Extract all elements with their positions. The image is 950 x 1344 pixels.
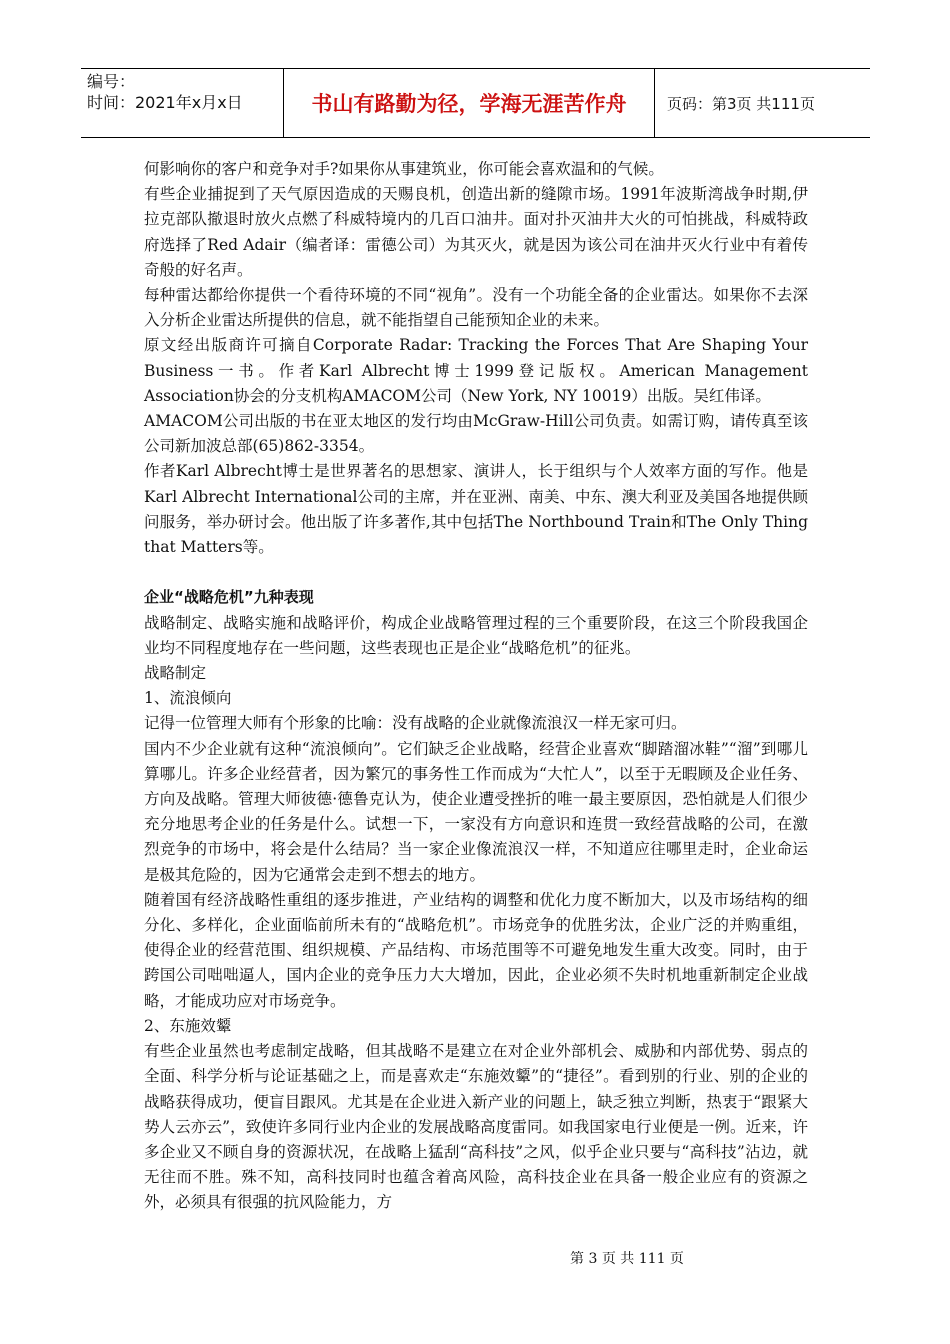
page-header: [81, 68, 870, 138]
paragraph: 记得一位管理大师有个形象的比喻：没有战略的企业就像流浪汉一样无家可归。: [144, 714, 687, 733]
document-body: [144, 157, 808, 1216]
paragraph: 每种雷达都给你提供一个看待环境的不同“视角”。没有一个功能全备的企业雷达。如果你不去深入分析企业雷达所提供的信息，就不能指望自己能预知企业的未来。: [144, 286, 808, 330]
paragraph: 原文经出版商许可摘自Corporate Radar: Tracking the Forces That Are Shaping Your Business一书。作者Karl Albrecht博士1999登记版权。American Management Association协会的分支机构AMACOM公司（New York, NY 10019）出版。吴红伟译。: [144, 336, 808, 405]
paragraph: 战略制定、战略实施和战略评价，构成企业战略管理过程的三个重要阶段，在这三个阶段我国企业均不同程度地存在一些问题，这些表现也正是企业“战略危机”的征兆。: [144, 613, 808, 657]
header-motto: 书山有路勤为径，学海无涯苦作舟: [284, 69, 655, 137]
subsection-title: 2、东施效颦: [144, 1016, 232, 1035]
paragraph: 有些企业虽然也考虑制定战略，但其战略不是建立在对企业外部机会、威胁和内部优势、弱点的全面、科学分析与论证基础之上，而是喜欢走“东施效颦”的“捷径”。看到别的行业、别的企业的战略获得成功，便盲目跟风。尤其是在企业进入新产业的问题上，缺乏独立判断，热衷于“跟紧大势人云亦云”，致使许多同行业内企业的发展战略高度雷同。如我国家电行业便是一例。近来，许多企业又不顾自身的资源状况，在战略上猛刮“高科技”之风，似乎企业只要与“高科技”沾边，就无往而不胜。殊不知，高科技同时也蕴含着高风险，高科技企业在具备一般企业应有的资源之外，必须具有很强的抗风险能力，方: [144, 1042, 808, 1212]
subsection-title: 战略制定: [144, 664, 207, 683]
paragraph: 国内不少企业就有这种“流浪倾向”。它们缺乏企业战略，经营企业喜欢“脚踏溜冰鞋”“溜”到哪儿算哪儿。许多企业经营者，因为繁冗的事务性工作而成为“大忙人”，以至于无暇顾及企业任务、方向及战略。管理大师彼德·德鲁克认为，使企业遭受挫折的唯一最主要原因，恐怕就是人们很少充分地思考企业的任务是什么。试想一下，一家没有方向意识和连贯一致经营战略的公司，在激烈竞争的市场中，将会是什么结局？当一家企业像流浪汉一样，不知道应往哪里走时，企业命运是极其危险的，因为它通常会走到不想去的地方。: [144, 739, 808, 884]
paragraph: 有些企业捕捉到了天气原因造成的天赐良机，创造出新的缝隙市场。1991年波斯湾战争时期,伊拉克部队撤退时放火点燃了科威特境内的几百口油井。面对扑灭油井大火的可怕挑战，科威特政府选择了Red Adair（编者译：雷德公司）为其灭火，就是因为该公司在油井灭火行业中有着传奇般的好名声。: [144, 185, 808, 279]
time-label: 时间：2021年x月x日: [87, 93, 243, 112]
page-footer: [0, 1248, 950, 1268]
header-meta: [81, 69, 284, 137]
footer-page-number: 第 3 页 共 111 页: [570, 1251, 684, 1267]
number-label: 编号：: [87, 72, 136, 91]
subsection-title: 1、流浪倾向: [144, 689, 232, 708]
blank-line: [144, 560, 808, 585]
paragraph: 何影响你的客户和竞争对手?如果你从事建筑业，你可能会喜欢温和的气候。: [144, 160, 664, 178]
paragraph: 作者Karl Albrecht博士是世界著名的思想家、演讲人，长于组织与个人效率方面的写作。他是Karl Albrecht International公司的主席，并在亚洲、南美、中东、澳大利亚及美国各地提供顾问服务，举办研讨会。他出版了许多著作,其中包括The Northbound Train和The Only Thing that Matters等。: [144, 462, 808, 557]
header-page-info: 页码：第3页 共111页: [667, 94, 815, 113]
paragraph: AMACOM公司出版的书在亚太地区的发行均由McGraw-Hill公司负责。如需订购，请传真至该公司新加波总部(65)862-3354。: [144, 412, 808, 456]
section-heading: 企业“战略危机”九种表现: [144, 588, 314, 607]
paragraph: 随着国有经济战略性重组的逐步推进，产业结构的调整和优化力度不断加大，以及市场结构的细分化、多样化，企业面临前所未有的“战略危机”。市场竞争的优胜劣汰，企业广泛的并购重组，使得企业的经营范围、组织规模、产品结构、市场范围等不可避免地发生重大改变。同时，由于跨国公司咄咄逼人，国内企业的竞争压力大大增加，因此，企业必须不失时机地重新制定企业战略，才能成功应对市场竞争。: [144, 890, 808, 1010]
